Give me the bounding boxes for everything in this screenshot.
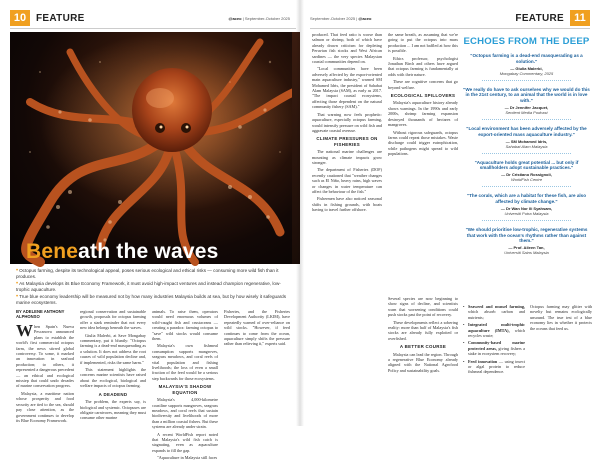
quote-text: "Aquaculture holds great potential ... but only if smallholders adopt sustainable practices.": [474, 159, 579, 171]
pull-quote: [463, 126, 590, 154]
standfirst-point: •Octopus farming, despite its technological appeal, poses serious ecological and ethical risks — consuming more wild fish than it produces.: [16, 268, 279, 279]
body-paragraph: produced. That feed ratio is worse than salmon or shrimp, both of which have already drawn criticism for depleting Peruvian fish stocks and West African sardines — the very species Malaysian coastal communities depend on.: [312, 32, 382, 65]
body-paragraph: Octopus farming may glitter with novelty but remains ecologically unsound. The true test of a blue economy lies in whether it protects the oceans that feed us.: [530, 304, 592, 331]
body-paragraph: Fisheries, and the Fisheries Development Authority (LKIM), have repeatedly warned of over-reliance on wild stocks. "However, if feed continues to come from the ocean, aquaculture simply shifts the pressure rather than relieving it," experts said.: [224, 309, 290, 347]
body-paragraph: Giulia Malerbi, at Save Mongabay commentary, put it bluntly: "Octopus farming is a dead-end masquerading as a solution. It does not address the root causes of wild population decline and, if implemented, risks the same harm.": [80, 332, 146, 365]
body-column-b: [388, 32, 458, 292]
quote-text: "The corals, which are a habitat for these fish, are also affected by climate change.": [466, 193, 587, 204]
body-paragraph: Without rigorous safeguards, octopus farms could repeat those mistakes. Waste discharge could trigger eutrophication, while pathogens might spread to wild populations.: [388, 129, 458, 157]
drop-cap: W: [16, 321, 33, 340]
body-paragraph: The problem, the experts say, is biological and systemic. Octopuses are obligate carnivores, meaning they must consume other marine: [80, 399, 146, 421]
quote-text: "Local environment has been adversely affected by the export-oriented mass aquaculture industry.": [466, 125, 587, 137]
list-item: • Community-based marine protected areas, giving fishers a stake in ecosystem recovery;: [463, 340, 525, 356]
body-column-d: [463, 304, 525, 422]
subheading: A BETTER COURSE: [399, 344, 447, 350]
body-column-1: [16, 321, 74, 424]
list-item: • Seaweed and mussel farming, which absorb carbon and nutrients;: [463, 304, 525, 320]
quote-text: "We really do have to ask ourselves why we would do this in the 21st century, to an animal that the world is in love with.": [463, 86, 590, 104]
divider: [482, 186, 571, 187]
divider: [482, 220, 571, 221]
pull-quote: [463, 87, 590, 120]
body-column-e: [530, 304, 592, 422]
page-number: 11: [570, 10, 590, 26]
octopus-illustration: [10, 32, 296, 264]
divider: [482, 153, 571, 154]
right-header: [310, 10, 590, 26]
recommendations-list: [463, 304, 525, 375]
pull-quotes-box: [463, 32, 590, 300]
standfirst-point: •As Malaysia develops its Blue Economy Framework, it must avoid high-impact ventures and instead champion regenerative, low-trophic aquaculture.: [16, 281, 281, 292]
bullet-icon: •: [16, 268, 19, 274]
brand-name: @aceo: [228, 15, 242, 21]
body-paragraph: This statement highlights the concerns marine scientists have raised about the ecological, biological and welfare impacts of octopus farming.: [80, 367, 146, 389]
body-paragraph: A recent WorldFish report noted that Malaysia's wild fish catch is stagnating, even as aquaculture expands to fill the gap.: [152, 431, 218, 453]
body-paragraph: "Local communities have been adversely affected by the export-oriented main aquaculture industry," warned SM Mohamed Idris, the president of Sahabat Alam Malaysia (SAM), as early as 2017. "The impact coastal ecosystems, affecting those dependent on the natural community fishery (SAM).": [312, 66, 382, 110]
bullet-icon: •: [16, 281, 19, 287]
body-paragraph: "Aquaculture in Malaysia still faces: [157, 455, 218, 461]
body-paragraph: Ethics professor, psychologist Jonathan Birch and others have argued that octopus farming is fundamentally at odds with their nature.: [388, 55, 458, 77]
body-paragraph: Fishermen have also noticed seasonal shifts in fishing grounds, with boats having to travel further offshore.: [312, 196, 382, 213]
body-paragraph: Malaysia's 4,000-kilometre coastline supports mangroves, seagrass meadows, and coral reefs that sustain biodiversity and livelihoods of more than a million coastal fishers. But these systems are already under strain.: [152, 397, 218, 430]
body-paragraph: Malaysia's aquaculture history already shows warnings. In the 1990s and early 2000s, shrimp farming expansion destroyed thousands of hectares of mangroves.: [388, 100, 458, 128]
quote-attribution: — Giulia Malerbi, Mongabay Commentary, 2025: [499, 65, 554, 76]
pull-quote: [463, 53, 590, 81]
standfirst: [16, 268, 294, 307]
body-paragraph: That warning now feels prophetic: aquaculture, especially octopus farming, would intensify pressure on wild fish and aggravate coastal overuse.: [312, 111, 382, 133]
subheading: ECOLOGICAL SPILLOVERS: [390, 93, 456, 99]
issue-date: September-October 2025: [310, 15, 356, 21]
divider: [482, 80, 571, 81]
pull-quote: [463, 227, 590, 255]
headline-highlight: Bene: [26, 240, 79, 263]
body-paragraph: These developments reflect a sobering reality: more than half of Malaysia's fish stocks are already fully exploited or overfished.: [388, 319, 458, 341]
publication-line: September-October 2025 | @aceo: [310, 15, 372, 21]
quote-attribution: — Dr Wan Nor Ili Syahsam, Universiti Putra Malaysia: [500, 205, 553, 216]
body-column-c: [388, 296, 458, 422]
issue-date: September-October 2025: [244, 15, 290, 21]
body-column-2: [80, 309, 146, 424]
section-label: FEATURE: [36, 12, 85, 24]
section-label: FEATURE: [515, 12, 564, 24]
body-paragraph: Malaysia can lead the region. Through a regenerative Blue Economy already aligned with the National Agrofood Policy and sustainability goals.: [388, 351, 458, 373]
body-paragraph: The national marine challenges are mounting as climate impacts grow stronger.: [312, 149, 382, 165]
spine-shadow: [296, 0, 304, 426]
standfirst-point: •True blue economy leadership will be measured not by how many industries Malaysia builds at sea, but by how wisely it safeguards marine ecosystems.: [16, 294, 287, 305]
left-header: [10, 10, 290, 26]
quote-attribution: — Prof. Aileen Tan, Universiti Sains Malaysia: [504, 245, 549, 256]
byline: BY ADELENE ANTHONY ALPHONSO: [16, 309, 65, 320]
body-paragraph: When Spain's Nueva Pescanova announced plans to establish the world's first commercial octopus farm, the news stirred global controversy. To some, it marked an innovation in seafood production; to others, it represented a dangerous precedent — an ethical and ecological misstep that could undo decades of marine conservation progress.: [16, 321, 74, 389]
pull-quotes-title: ECHOES FROM THE DEEP: [463, 36, 590, 47]
brand-name: @aceo: [358, 15, 372, 21]
subheading: A DEADEND: [98, 391, 128, 397]
subheading: CLIMATE PRESSURES ON FISHERIES: [316, 136, 378, 147]
quote-text: "Octopus farming is a dead-end masquerading as a solution.": [470, 53, 583, 64]
body-column-4: [224, 309, 290, 424]
body-paragraph: Malaysia's own fishmeal consumption supports mangroves, seagrass meadows, and coral reefs of vital population and fishing livelihoods; the loss of even a small fraction of the feed would be a serious step backwards for those ecosystems.: [152, 343, 218, 381]
body-paragraph: animals. To raise them, operators would need enormous volumes of wild-caught fish and crustaceans — creating a paradox: farming octopus to "save" wild stocks would consume them.: [152, 309, 218, 342]
pull-quote: [463, 193, 590, 221]
body-column-a: [312, 32, 382, 422]
quote-attribution: — Dr Jennifer Jacquet, Sentient Media Podcast: [504, 104, 549, 115]
headline-rest: ath the waves: [78, 240, 219, 263]
list-item: • Integrated multi-trophic aquaculture (IMTA), which recycles waste;: [463, 322, 525, 338]
header-rule: [10, 28, 296, 29]
body-paragraph: These are cognitive concerns that go beyond welfare.: [388, 79, 458, 90]
publication-line: @aceo | September-October 2025: [228, 15, 290, 21]
divider: [482, 119, 571, 120]
body-column-3: [152, 309, 218, 461]
quote-text: "We should prioritise low-trophic, regenerative systems that work with the ocean's rhythms rather than against them.": [465, 226, 588, 244]
pull-quote: [463, 160, 590, 188]
body-paragraph: The department of Fisheries (DOF) recently cautioned that "weather changes such as El Niño, heavy rains, high waves or changes in water temperature can affect the behaviour of the fish.": [312, 167, 382, 194]
header-rule: [310, 28, 590, 29]
right-page: [300, 0, 600, 426]
page-number: 10: [10, 10, 30, 26]
list-item: • Feed innovation — using insect or algal protein to reduce fishmeal dependence.: [463, 359, 525, 375]
quote-attribution: — Dr Cristiano Rossignoli, WorldFish Centre: [501, 172, 552, 183]
hero-image-octopus: [10, 32, 296, 264]
body-paragraph: regional conservation and sustainable growth, proposals for octopus farming offer a stark reminder that not every new idea belongs beneath the waves.: [80, 309, 146, 331]
body-paragraph: the same breath, as assuming that we're going to put the octopus into mass production ... I am not baffled at how this is possible.: [388, 32, 458, 54]
body-paragraph: Malaysia, a maritime nation whose prosperity and food security are tied to the sea, should pay close attention, as the government continues to develop its Blue Economy Framework.: [16, 390, 74, 423]
bullet-icon: •: [16, 294, 19, 300]
subheading: MALAYSIA'S SHADOW EQUATION: [158, 384, 212, 395]
headline: [26, 240, 218, 264]
body-paragraph: Several species are now beginning to show signs of decline, and scientists warn that worsening conditions could push stocks past the point of recovery.: [388, 296, 458, 318]
quote-attribution: — SM Mohamed Idris, Sahabat Alam Malaysia: [505, 138, 548, 149]
